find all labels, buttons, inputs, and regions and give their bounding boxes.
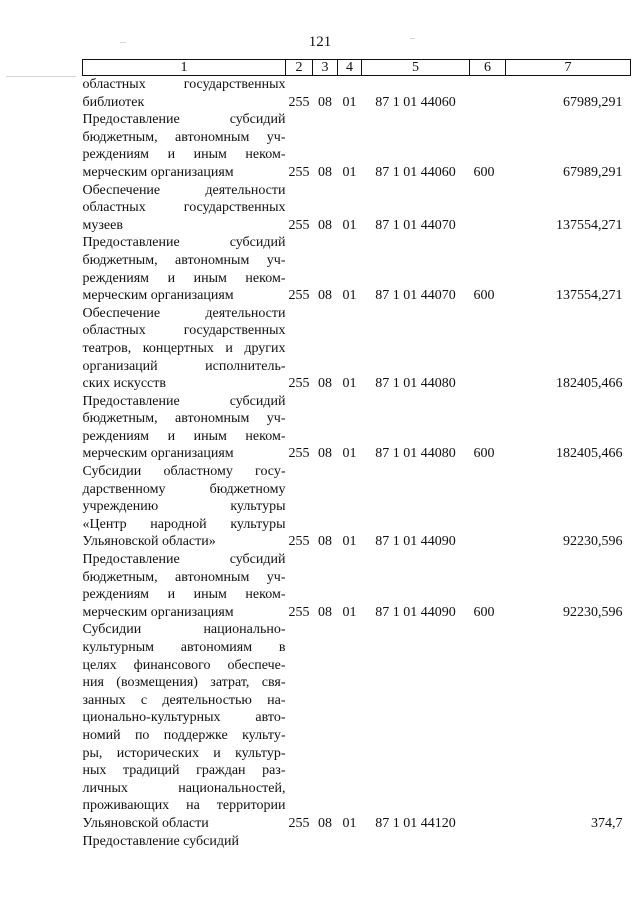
- item-name-line: Предоставление субсидий: [82, 112, 286, 128]
- target-article-code: 87 1 01 44090: [375, 534, 456, 550]
- column-header: 4: [338, 60, 362, 76]
- item-name-line: Предоставление субсидий: [82, 393, 286, 409]
- budget-table: [82, 59, 630, 850]
- table-row: [83, 463, 631, 551]
- item-name-line: ных традиций граждан раз-: [82, 763, 286, 779]
- section-code: 08: [318, 288, 332, 304]
- column-header: 5: [362, 60, 470, 76]
- target-article-code: 87 1 01 44080: [375, 376, 456, 392]
- item-name-line: ционально-культурных авто-: [82, 710, 286, 726]
- section-code: 08: [318, 604, 332, 620]
- item-name-line: ских искусств: [82, 376, 166, 392]
- amount: 67989,291: [563, 164, 623, 180]
- item-name-line: реждениям и иным неком-: [82, 587, 286, 603]
- table-body: [83, 76, 631, 851]
- table-header: [83, 60, 631, 76]
- item-name: [83, 305, 286, 393]
- target-article-code: 87 1 01 44060: [375, 164, 456, 180]
- column-header: 3: [313, 60, 338, 76]
- page-number: 121: [308, 34, 332, 50]
- section-code: 08: [318, 217, 332, 233]
- expense-type-code: [470, 621, 506, 832]
- table-row: [83, 833, 631, 851]
- item-name: [83, 76, 286, 112]
- subsection-code: 01: [342, 94, 357, 110]
- amount: 67989,291: [563, 94, 623, 110]
- item-name-line: мерческим организациям: [82, 288, 234, 304]
- item-name: [83, 621, 286, 832]
- subsection-code: 01: [342, 446, 357, 462]
- item-name-line: Ульяновской области»: [82, 534, 216, 550]
- item-name-line: номий по поддержке культу-: [82, 727, 286, 743]
- expense-type-code: 600: [473, 604, 495, 620]
- ministry-code: 255: [288, 217, 310, 233]
- item-name: [83, 463, 286, 551]
- table-row: [83, 393, 631, 463]
- table-row: [83, 551, 631, 621]
- scan-mark: [6, 76, 76, 77]
- table-row: [83, 76, 631, 112]
- subsection-code: 01: [342, 217, 357, 233]
- item-name-line: «Центр народной культуры: [82, 516, 286, 532]
- item-name-line: театров, концертных и других: [82, 340, 286, 356]
- subsection-code: 01: [342, 815, 357, 831]
- table-row: [83, 111, 631, 181]
- item-name-line: целях финансового обеспече-: [82, 657, 286, 673]
- section-code: [313, 833, 338, 851]
- column-header: 2: [286, 60, 313, 76]
- column-header: 6: [470, 60, 506, 76]
- ministry-code: 255: [288, 815, 310, 831]
- table-row: [83, 182, 631, 235]
- expense-type-code: [470, 305, 506, 393]
- item-name-line: мерческим организациям: [82, 446, 234, 462]
- target-article-code: 87 1 01 44090: [375, 604, 456, 620]
- ministry-code: [286, 833, 313, 851]
- subsection-code: [338, 833, 362, 851]
- item-name-line: Предоставление субсидий: [82, 833, 239, 849]
- amount: 137554,271: [556, 288, 623, 304]
- item-name-line: бюджетным, автономным уч-: [82, 411, 286, 427]
- expense-type-code: 600: [473, 288, 495, 304]
- item-name-line: личных национальностей,: [82, 780, 286, 796]
- ministry-code: 255: [288, 376, 310, 392]
- subsection-code: 01: [342, 288, 357, 304]
- item-name-line: бюджетным, автономным уч-: [82, 252, 286, 268]
- item-name-line: культурным автономиям в: [82, 640, 286, 655]
- item-name-line: бюджетным, автономным уч-: [82, 129, 286, 145]
- target-article-code: 87 1 01 44070: [375, 217, 456, 233]
- table-row: [83, 234, 631, 304]
- item-name-line: Обеспечение деятельности: [82, 305, 286, 321]
- amount: 182405,466: [556, 446, 623, 462]
- amount: [506, 833, 631, 851]
- item-name-line: реждениям и иным неком-: [82, 147, 286, 163]
- ministry-code: 255: [288, 164, 310, 180]
- item-name-line: Субсидии областному госу-: [82, 464, 286, 480]
- item-name-line: областных государственных: [82, 323, 286, 339]
- section-code: 08: [318, 534, 332, 550]
- section-code: 08: [318, 376, 332, 392]
- scan-mark: [410, 38, 415, 39]
- amount: 92230,596: [563, 604, 623, 620]
- section-code: 08: [318, 164, 332, 180]
- subsection-code: 01: [342, 376, 357, 392]
- item-name-line: музеев: [82, 217, 123, 233]
- item-name-line: проживающих на территории: [82, 798, 286, 814]
- target-article-code: 87 1 01 44060: [375, 94, 456, 110]
- subsection-code: 01: [342, 534, 357, 550]
- item-name-line: Предоставление субсидий: [82, 552, 286, 568]
- item-name-line: ры, исторических и культур-: [82, 745, 286, 761]
- ministry-code: 255: [288, 604, 310, 620]
- item-name-line: реждениям и иным неком-: [82, 270, 286, 286]
- item-name: [83, 551, 286, 621]
- item-name-line: реждениям и иным неком-: [82, 428, 286, 444]
- expense-type-code: [470, 463, 506, 551]
- scan-mark: [120, 42, 126, 43]
- item-name-line: Субсидии национально-: [82, 622, 286, 638]
- item-name-line: Ульяновской области: [82, 815, 209, 831]
- item-name-line: организаций исполнитель-: [82, 358, 286, 374]
- subsection-code: 01: [342, 604, 357, 620]
- item-name-line: учреждению культуры: [82, 499, 286, 515]
- target-article-code: 87 1 01 44120: [375, 815, 456, 831]
- section-code: 08: [318, 815, 332, 831]
- item-name-line: дарственному бюджетному: [82, 481, 286, 497]
- amount: 182405,466: [556, 376, 623, 392]
- expense-type-code: [470, 833, 506, 851]
- item-name-line: ния (возмещения) затрат, свя-: [82, 675, 286, 691]
- item-name-line: занных с деятельностью на-: [82, 692, 286, 708]
- target-article-code: [362, 833, 470, 851]
- item-name: [83, 234, 286, 304]
- item-name-line: бюджетным, автономным уч-: [82, 569, 286, 585]
- subsection-code: 01: [342, 164, 357, 180]
- expense-type-code: 600: [473, 446, 495, 462]
- target-article-code: 87 1 01 44070: [375, 288, 456, 304]
- item-name-line: библиотек: [82, 94, 145, 110]
- section-code: 08: [318, 94, 332, 110]
- amount: 137554,271: [556, 217, 623, 233]
- item-name-line: мерческим организациям: [82, 604, 234, 620]
- item-name: [83, 182, 286, 235]
- amount: 374,7: [591, 815, 623, 831]
- ministry-code: 255: [288, 288, 310, 304]
- amount: 92230,596: [563, 534, 623, 550]
- item-name: [83, 833, 286, 851]
- item-name-line: областных государственных: [82, 200, 286, 216]
- item-name-line: мерческим организациям: [82, 164, 234, 180]
- item-name-line: Обеспечение деятельности: [82, 182, 286, 198]
- item-name-line: областных государственных: [82, 77, 286, 92]
- ministry-code: 255: [288, 94, 310, 110]
- item-name-line: Предоставление субсидий: [82, 235, 286, 251]
- column-header: 1: [83, 60, 286, 76]
- item-name: [83, 111, 286, 181]
- target-article-code: 87 1 01 44080: [375, 446, 456, 462]
- ministry-code: 255: [288, 534, 310, 550]
- table-row: [83, 621, 631, 832]
- section-code: 08: [318, 446, 332, 462]
- column-header: 7: [506, 60, 631, 76]
- expense-type-code: 600: [473, 164, 495, 180]
- expense-type-code: [470, 76, 506, 112]
- ministry-code: 255: [288, 446, 310, 462]
- table-row: [83, 305, 631, 393]
- item-name: [83, 393, 286, 463]
- expense-type-code: [470, 182, 506, 235]
